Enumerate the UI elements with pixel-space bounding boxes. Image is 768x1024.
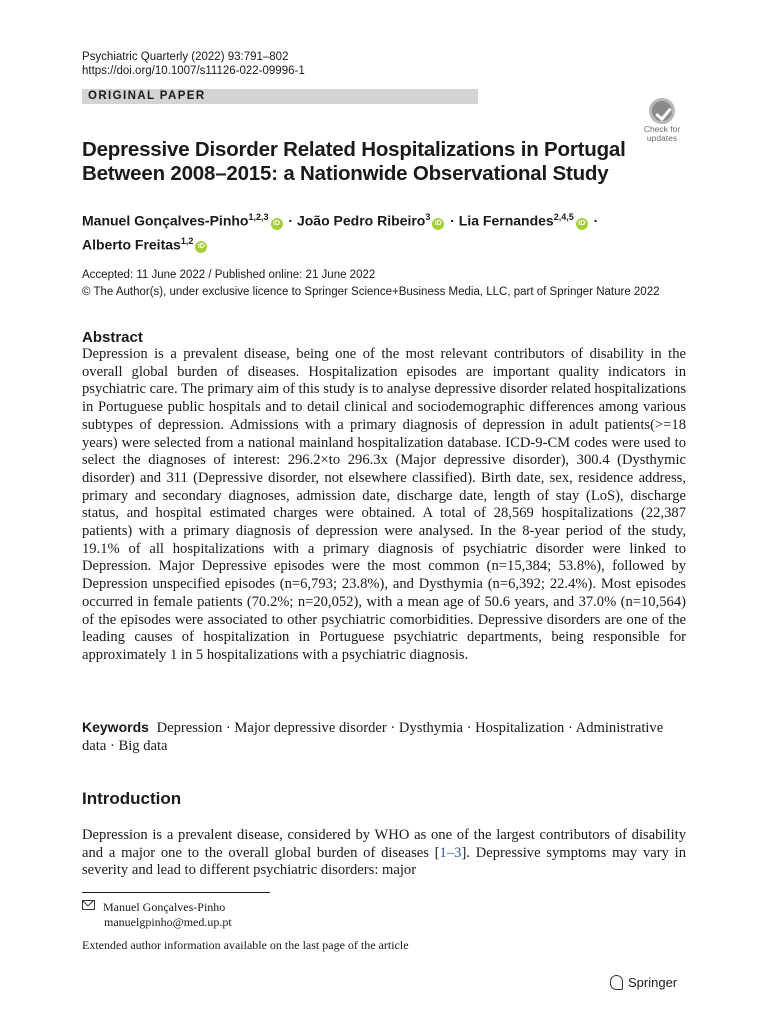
orcid-icon[interactable]: iD — [195, 241, 207, 253]
keywords-label: Keywords — [82, 719, 149, 735]
author-affiliation: 1,2 — [180, 235, 194, 246]
publication-dates — [82, 267, 660, 300]
orcid-icon[interactable]: iD — [271, 218, 283, 230]
introduction-heading: Introduction — [82, 789, 182, 808]
author-name[interactable]: Lia Fernandes — [458, 212, 554, 229]
intro-text-part: Depression is a prevalent disease, considered by WHO as one of the largest contributors of disability and a major one to the overall global burden of diseases [ — [82, 827, 686, 861]
abstract-text: Depression is a prevalent disease, being one of the most relevant contributors of disability in the overall global burden of diseases. Hospitalization episodes are important quality indicators in psychiatric care. The primary aim of this study is to analyse depressive disorder related hospitalizations in Portuguese public hospitals and to detail clinical and sociodemographic differences among various subtypes of depression. Admissions with a primary diagnosis of depression in adult patients(>=18 years) were selected from a national mainland hospitalization database. ICD-9-CM codes were used to select the diagnoses of interest: 296.2×to 296.3x (Major depressive disorder), 300.4 (Dysthymic disorder) and 311 (Depressive disorder, not elsewhere classified). Birth date, sex, residence address, primary and secondary diagnoses, admission date, discharge date, length of stay (LoS), discharge status, and hospital estimated charges were obtained. A total of 28,569 hospitalizations (22,387 patients) with a primary diagnosis of depression were analysed. In the 8-year period of the study, 19.1% of all hospitalizations with a primary diagnosis of psychiatric disorder were linked to Depression. Major Depressive episodes were the most common (n=15,384; 53.8%), followed by Depression unspecified episodes (n=6,793; 23.8%), and Dysthymia (n=6,392; 22.4%). Most episodes occurred in female patients (70.2%; n=20,052), with a mean age of 50.6 years, and 37.0% (n=10,564) of the episodes were associated to other psychiatric comorbidities. Depressive disorders are one of the leading causes of hospitalization in Portuguese psychiatric departments, being responsible for approximately 1 in 5 hospitalizations with a psychiatric diagnosis. — [82, 346, 686, 663]
author-list: Manuel Gonçalves-Pinho$^{1,2,3}$iD · João Pedro Ribeiro$^3$iD · Lia Fernandes$^{2,4,5}$iD · Alberto Freitas$^{1,2}$iD — [82, 212, 599, 253]
author-affiliation: 2,4,5 — [553, 212, 574, 222]
contact-email[interactable]: manuelgpinho@med.up.pt — [104, 915, 232, 929]
paper-title: Depressive Disorder Related Hospitalizations in Portugal Between 2008–2015: a Nationwide Observational Study — [82, 138, 626, 185]
footnote-divider — [82, 892, 270, 893]
check-updates-line1: Check for — [643, 124, 681, 134]
section-label: ORIGINAL PAPER — [82, 89, 478, 104]
journal-citation: Psychiatric Quarterly (2022) 93:791–802 — [82, 51, 289, 63]
introduction-text — [82, 827, 686, 880]
doi-link[interactable]: https://doi.org/10.1007/s11126-022-09996-1 — [82, 65, 305, 77]
journal-info — [82, 50, 305, 78]
author-name[interactable]: João Pedro Ribeiro — [296, 212, 426, 229]
copyright: © The Author(s), under exclusive licence to Springer Science+Business Media, LLC, part of Springer Nature 2022 — [82, 285, 660, 298]
corresponding-author — [82, 900, 232, 930]
publisher-logo — [610, 975, 677, 990]
author-affiliation: 1,2,3 — [248, 212, 269, 222]
orcid-icon[interactable]: iD — [576, 218, 588, 230]
springer-horse-icon — [610, 975, 623, 990]
extended-author-info: Extended author information available on the last page of the article — [82, 938, 409, 952]
author-name[interactable]: Alberto Freitas — [82, 236, 181, 253]
publisher-name: Springer — [628, 975, 678, 990]
keywords-list: Depression · Major depressive disorder · Dysthymia · Hospitalization · Administrative data · Big data — [82, 720, 664, 754]
orcid-icon[interactable]: iD — [432, 218, 444, 230]
keywords — [82, 718, 686, 755]
check-for-updates-badge[interactable] — [636, 98, 688, 144]
contact-name: Manuel Gonçalves-Pinho — [103, 900, 226, 914]
check-updates-line2: updates — [646, 133, 678, 143]
abstract-heading: Abstract — [82, 329, 143, 346]
citation-link[interactable]: 1–3 — [439, 844, 462, 861]
check-icon — [649, 98, 675, 124]
accepted-published: Accepted: 11 June 2022 / Published online: 21 June 2022 — [82, 269, 376, 281]
envelope-icon — [82, 900, 95, 910]
intro-text-part: ]. Depressive symptoms may vary in severity and lead to different psychiatric disorders: major — [82, 844, 686, 879]
author-affiliation: 3 — [425, 212, 431, 222]
author-name[interactable]: Manuel Gonçalves-Pinho — [82, 212, 249, 229]
